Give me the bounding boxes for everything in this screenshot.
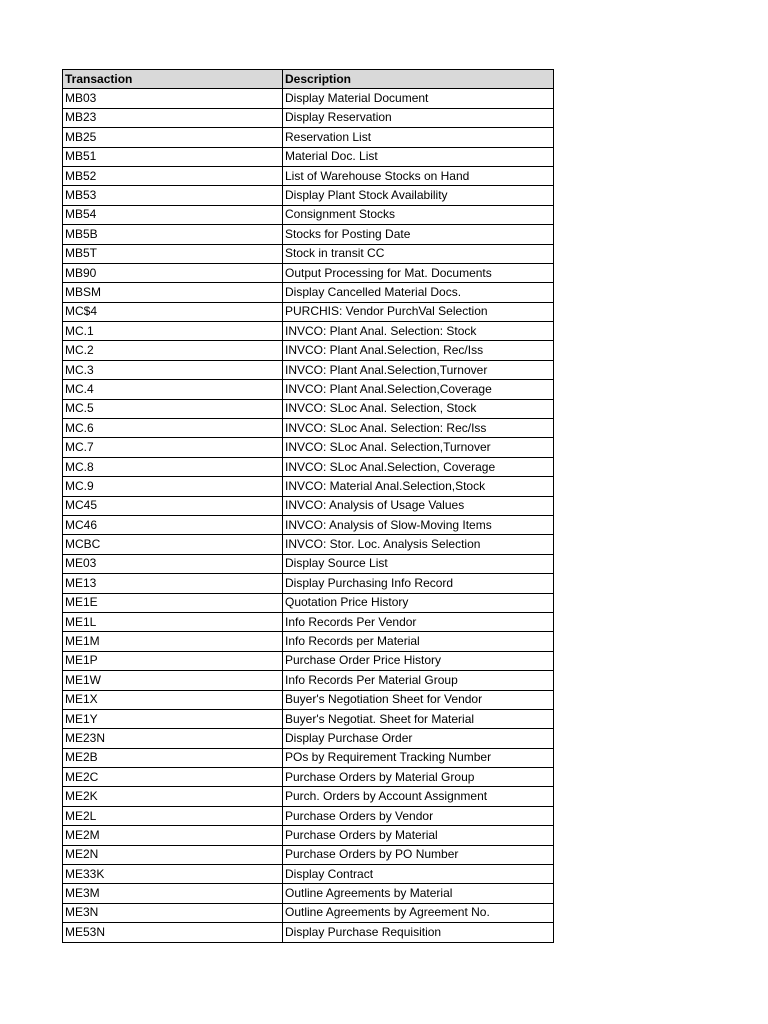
table-row [63, 186, 554, 205]
transaction-code-cell: ME1E [63, 593, 283, 612]
description-cell: Purchase Orders by Material [283, 826, 554, 845]
description-cell: Quotation Price History [283, 593, 554, 612]
table-row [63, 690, 554, 709]
description-cell: Outline Agreements by Material [283, 884, 554, 903]
table-row [63, 322, 554, 341]
transactions-table [62, 69, 554, 943]
description-cell: INVCO: SLoc Anal. Selection: Rec/Iss [283, 419, 554, 438]
table-row [63, 729, 554, 748]
transaction-code-cell: MB23 [63, 108, 283, 127]
transaction-code-cell: ME2B [63, 748, 283, 767]
table-row [63, 360, 554, 379]
transaction-code-cell: MC46 [63, 515, 283, 534]
description-cell: Info Records Per Vendor [283, 612, 554, 631]
description-cell: INVCO: Analysis of Usage Values [283, 496, 554, 515]
description-cell: INVCO: Material Anal.Selection,Stock [283, 477, 554, 496]
transaction-code-cell: ME1L [63, 612, 283, 631]
table-row [63, 709, 554, 728]
transaction-code-cell: MB52 [63, 166, 283, 185]
transaction-code-cell: MB54 [63, 205, 283, 224]
table-row [63, 205, 554, 224]
description-cell: Display Plant Stock Availability [283, 186, 554, 205]
transaction-code-cell: MB51 [63, 147, 283, 166]
table-row [63, 457, 554, 476]
table-row [63, 108, 554, 127]
transaction-code-cell: MBSM [63, 283, 283, 302]
transaction-code-cell: MB5T [63, 244, 283, 263]
description-cell: Info Records Per Material Group [283, 671, 554, 690]
description-cell: Info Records per Material [283, 632, 554, 651]
transaction-code-cell: MC.8 [63, 457, 283, 476]
table-row [63, 535, 554, 554]
transaction-code-cell: ME2K [63, 787, 283, 806]
table-row [63, 806, 554, 825]
table-row [63, 496, 554, 515]
description-cell: INVCO: Stor. Loc. Analysis Selection [283, 535, 554, 554]
table-row [63, 612, 554, 631]
description-cell: Consignment Stocks [283, 205, 554, 224]
description-cell: Stocks for Posting Date [283, 225, 554, 244]
transaction-code-cell: MC.9 [63, 477, 283, 496]
transaction-code-cell: MB03 [63, 89, 283, 108]
transaction-code-cell: MC.6 [63, 419, 283, 438]
description-cell: Display Reservation [283, 108, 554, 127]
transaction-code-cell: ME2M [63, 826, 283, 845]
description-cell: Display Source List [283, 554, 554, 573]
table-row [63, 515, 554, 534]
table-row [63, 263, 554, 282]
description-cell: Buyer's Negotiation Sheet for Vendor [283, 690, 554, 709]
table-row [63, 845, 554, 864]
description-cell: INVCO: Analysis of Slow-Moving Items [283, 515, 554, 534]
column-header-transaction: Transaction [63, 70, 283, 89]
table-row [63, 128, 554, 147]
description-cell: Reservation List [283, 128, 554, 147]
description-cell: Purchase Order Price History [283, 651, 554, 670]
description-cell: Purchase Orders by Vendor [283, 806, 554, 825]
description-cell: Buyer's Negotiat. Sheet for Material [283, 709, 554, 728]
transaction-code-cell: MB25 [63, 128, 283, 147]
column-header-description: Description [283, 70, 554, 89]
table-row [63, 903, 554, 922]
description-cell: INVCO: SLoc Anal. Selection, Stock [283, 399, 554, 418]
table-row [63, 399, 554, 418]
transaction-code-cell: MC.7 [63, 438, 283, 457]
description-cell: Output Processing for Mat. Documents [283, 263, 554, 282]
table-row [63, 341, 554, 360]
transaction-code-cell: ME53N [63, 923, 283, 942]
table-row [63, 283, 554, 302]
transaction-code-cell: MC45 [63, 496, 283, 515]
description-cell: List of Warehouse Stocks on Hand [283, 166, 554, 185]
description-cell: INVCO: Plant Anal.Selection,Coverage [283, 380, 554, 399]
transaction-code-cell: ME1Y [63, 709, 283, 728]
table-row [63, 748, 554, 767]
table-row [63, 593, 554, 612]
table-row [63, 923, 554, 942]
table-row [63, 554, 554, 573]
transaction-code-cell: ME1P [63, 651, 283, 670]
description-cell: Display Contract [283, 865, 554, 884]
transaction-code-cell: MC.3 [63, 360, 283, 379]
table-header-row [63, 70, 554, 89]
description-cell: PURCHIS: Vendor PurchVal Selection [283, 302, 554, 321]
table-row [63, 574, 554, 593]
transaction-code-cell: MC.2 [63, 341, 283, 360]
description-cell: Purchase Orders by PO Number [283, 845, 554, 864]
table-row [63, 438, 554, 457]
table-row [63, 147, 554, 166]
description-cell: Display Material Document [283, 89, 554, 108]
description-cell: Display Purchase Order [283, 729, 554, 748]
description-cell: Display Purchase Requisition [283, 923, 554, 942]
transaction-code-cell: ME2L [63, 806, 283, 825]
transaction-code-cell: MB53 [63, 186, 283, 205]
transaction-code-cell: MC.1 [63, 322, 283, 341]
description-cell: Display Cancelled Material Docs. [283, 283, 554, 302]
table-row [63, 884, 554, 903]
description-cell: POs by Requirement Tracking Number [283, 748, 554, 767]
description-cell: Material Doc. List [283, 147, 554, 166]
table-row [63, 651, 554, 670]
table-row [63, 632, 554, 651]
transaction-code-cell: ME1M [63, 632, 283, 651]
table-row [63, 477, 554, 496]
transaction-code-cell: MB5B [63, 225, 283, 244]
transaction-code-cell: ME3M [63, 884, 283, 903]
table-row [63, 89, 554, 108]
transaction-code-cell: ME2C [63, 768, 283, 787]
description-cell: INVCO: SLoc Anal.Selection, Coverage [283, 457, 554, 476]
description-cell: Stock in transit CC [283, 244, 554, 263]
table-row [63, 166, 554, 185]
description-cell: Outline Agreements by Agreement No. [283, 903, 554, 922]
transaction-code-cell: MCBC [63, 535, 283, 554]
table-row [63, 865, 554, 884]
transaction-code-cell: ME13 [63, 574, 283, 593]
description-cell: Display Purchasing Info Record [283, 574, 554, 593]
table-row [63, 225, 554, 244]
transaction-code-cell: ME03 [63, 554, 283, 573]
description-cell: INVCO: SLoc Anal. Selection,Turnover [283, 438, 554, 457]
description-cell: INVCO: Plant Anal.Selection,Turnover [283, 360, 554, 379]
description-cell: INVCO: Plant Anal.Selection, Rec/Iss [283, 341, 554, 360]
transaction-code-cell: ME23N [63, 729, 283, 748]
table-row [63, 768, 554, 787]
transaction-code-cell: MC.4 [63, 380, 283, 399]
table-row [63, 302, 554, 321]
transaction-code-cell: ME2N [63, 845, 283, 864]
transaction-code-cell: ME33K [63, 865, 283, 884]
table-row [63, 244, 554, 263]
description-cell: Purch. Orders by Account Assignment [283, 787, 554, 806]
table-row [63, 671, 554, 690]
transaction-code-cell: MB90 [63, 263, 283, 282]
table-row [63, 826, 554, 845]
description-cell: Purchase Orders by Material Group [283, 768, 554, 787]
description-cell: INVCO: Plant Anal. Selection: Stock [283, 322, 554, 341]
transaction-code-cell: ME3N [63, 903, 283, 922]
transaction-code-cell: ME1W [63, 671, 283, 690]
transaction-code-cell: ME1X [63, 690, 283, 709]
table-body [63, 89, 554, 942]
table-row [63, 787, 554, 806]
transaction-code-cell: MC.5 [63, 399, 283, 418]
table-row [63, 419, 554, 438]
transaction-code-cell: MC$4 [63, 302, 283, 321]
table-row [63, 380, 554, 399]
